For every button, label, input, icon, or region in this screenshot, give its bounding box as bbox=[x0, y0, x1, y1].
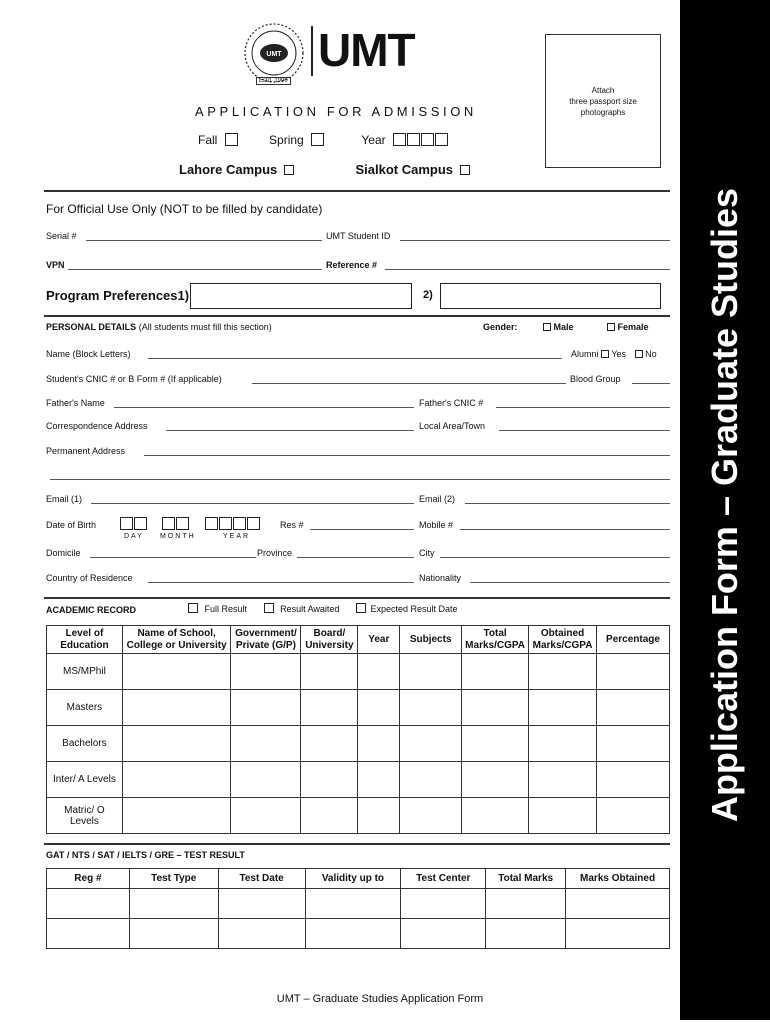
col-obtained-marks: Obtained Marks/CGPA bbox=[529, 626, 597, 654]
program-preferences-label: Program Preferences1) bbox=[46, 288, 190, 303]
mobile-label: Mobile # bbox=[419, 520, 454, 530]
alumni-row bbox=[571, 349, 657, 359]
personal-details-heading: PERSONAL DETAILS bbox=[46, 322, 137, 332]
col-validity: Validity up to bbox=[305, 869, 401, 889]
dob-year-box-2[interactable] bbox=[219, 517, 232, 530]
cell[interactable] bbox=[529, 654, 597, 690]
cell[interactable] bbox=[597, 726, 670, 762]
table-row bbox=[47, 762, 670, 798]
name-field[interactable] bbox=[148, 358, 562, 359]
table-row bbox=[47, 690, 670, 726]
col-test-date: Test Date bbox=[218, 869, 305, 889]
cell[interactable] bbox=[597, 762, 670, 798]
col-subjects: Subjects bbox=[400, 626, 462, 654]
permanent-address-field[interactable] bbox=[144, 455, 670, 456]
academic-header-row bbox=[47, 626, 670, 654]
cell[interactable] bbox=[305, 919, 401, 949]
table-row bbox=[47, 654, 670, 690]
col-total-marks: Total Marks bbox=[486, 869, 566, 889]
dob-day-box-1[interactable] bbox=[120, 517, 133, 530]
col-institution: Name of School, College or University bbox=[122, 626, 231, 654]
email2-field[interactable] bbox=[465, 503, 670, 504]
university-seal bbox=[243, 22, 305, 84]
permanent-address-field-2[interactable] bbox=[50, 479, 670, 480]
student-id-label: UMT Student ID bbox=[326, 231, 391, 241]
vpn-label: VPN bbox=[46, 260, 65, 270]
expected-result-checkbox[interactable] bbox=[356, 603, 366, 613]
lahore-campus-checkbox[interactable] bbox=[284, 165, 294, 175]
cell[interactable] bbox=[462, 690, 529, 726]
email1-label: Email (1) bbox=[46, 494, 83, 504]
expected-result-label: Expected Result Date bbox=[370, 604, 458, 614]
divider-top bbox=[44, 190, 670, 192]
cell[interactable] bbox=[529, 798, 597, 834]
test-header-row bbox=[47, 869, 670, 889]
alumni-no-checkbox[interactable] bbox=[635, 350, 643, 358]
male-label: Male bbox=[553, 322, 574, 332]
gender-label: Gender: bbox=[483, 322, 518, 332]
vpn-field[interactable] bbox=[68, 269, 322, 270]
father-cnic-label: Father's CNIC # bbox=[419, 398, 484, 408]
mobile-field[interactable] bbox=[460, 529, 670, 530]
result-awaited-checkbox[interactable] bbox=[264, 603, 274, 613]
dob-day-label: DAY bbox=[124, 533, 144, 540]
cnic-field[interactable] bbox=[252, 383, 566, 384]
female-label: Female bbox=[617, 322, 649, 332]
cell[interactable] bbox=[597, 654, 670, 690]
father-cnic-field[interactable] bbox=[496, 407, 670, 408]
program-preference-2-field[interactable] bbox=[440, 283, 661, 309]
form-title: APPLICATION FOR ADMISSION bbox=[195, 104, 477, 119]
nationality-label: Nationality bbox=[419, 573, 462, 583]
divider-academic bbox=[44, 597, 670, 599]
full-result-checkbox[interactable] bbox=[188, 603, 198, 613]
col-test-center: Test Center bbox=[401, 869, 486, 889]
test-result-heading: GAT / NTS / SAT / IELTS / GRE – TEST RESULT bbox=[46, 850, 245, 860]
svg-text:UMT: UMT bbox=[266, 51, 282, 58]
table-row bbox=[47, 919, 670, 949]
cell[interactable] bbox=[358, 654, 400, 690]
cell[interactable] bbox=[218, 889, 305, 919]
cell[interactable] bbox=[462, 798, 529, 834]
academic-record-table bbox=[46, 625, 670, 834]
alumni-no-label: No bbox=[645, 349, 657, 359]
cell[interactable] bbox=[597, 690, 670, 726]
country-label: Country of Residence bbox=[46, 573, 133, 583]
serial-label: Serial # bbox=[46, 231, 77, 241]
female-option bbox=[607, 322, 649, 332]
cell[interactable] bbox=[47, 889, 130, 919]
cell[interactable] bbox=[301, 726, 358, 762]
cell[interactable] bbox=[231, 726, 301, 762]
cell[interactable] bbox=[401, 919, 486, 949]
cell[interactable] bbox=[486, 889, 566, 919]
cnic-label: Student's CNIC # or B Form # (If applicable) bbox=[46, 374, 222, 384]
divider-personal bbox=[44, 315, 670, 317]
name-label: Name (Block Letters) bbox=[46, 349, 131, 359]
personal-details-note: (All students must fill this section) bbox=[138, 322, 272, 332]
email2-label: Email (2) bbox=[419, 494, 456, 504]
city-label: City bbox=[419, 548, 435, 558]
correspondence-address-field[interactable] bbox=[166, 430, 414, 431]
result-awaited-label: Result Awaited bbox=[280, 604, 340, 614]
cell[interactable] bbox=[231, 798, 301, 834]
res-label: Res # bbox=[280, 520, 304, 530]
country-field[interactable] bbox=[148, 582, 414, 583]
sialkot-campus-label: Sialkot Campus bbox=[355, 162, 454, 177]
program-preference-2-label: 2) bbox=[423, 289, 433, 301]
program-preference-1-field[interactable] bbox=[190, 283, 412, 309]
level-matric: Matric/ O Levels bbox=[47, 798, 123, 834]
cell[interactable] bbox=[231, 654, 301, 690]
cell[interactable] bbox=[305, 889, 401, 919]
spring-label: Spring bbox=[269, 133, 304, 147]
col-marks-obtained: Marks Obtained bbox=[566, 869, 670, 889]
dob-day-box-2[interactable] bbox=[134, 517, 147, 530]
lahore-campus-label: Lahore Campus bbox=[179, 162, 278, 177]
cell[interactable] bbox=[462, 654, 529, 690]
serial-field[interactable] bbox=[86, 240, 322, 241]
cell[interactable] bbox=[122, 654, 231, 690]
test-result-table bbox=[46, 868, 670, 949]
province-label: Province bbox=[257, 548, 293, 558]
col-test-type: Test Type bbox=[129, 869, 218, 889]
cell[interactable] bbox=[566, 889, 670, 919]
year-label: Year bbox=[361, 133, 386, 147]
photo-box bbox=[545, 34, 661, 168]
fall-label: Fall bbox=[198, 133, 218, 147]
page-footer: UMT – Graduate Studies Application Form bbox=[276, 993, 484, 1005]
female-checkbox[interactable] bbox=[607, 323, 615, 331]
cell[interactable] bbox=[462, 726, 529, 762]
year-box-4[interactable] bbox=[435, 133, 448, 146]
photo-text-1: Attach bbox=[591, 86, 615, 95]
dob-month-box-2[interactable] bbox=[176, 517, 189, 530]
cell[interactable] bbox=[401, 889, 486, 919]
cell[interactable] bbox=[358, 690, 400, 726]
level-bachelors: Bachelors bbox=[47, 726, 123, 762]
cell[interactable] bbox=[597, 798, 670, 834]
result-options bbox=[188, 603, 458, 614]
domicile-label: Domicile bbox=[46, 548, 81, 558]
dob-month-box-1[interactable] bbox=[162, 517, 175, 530]
year-box-1[interactable] bbox=[393, 133, 406, 146]
alumni-yes-label: Yes bbox=[611, 349, 627, 359]
semester-row bbox=[198, 133, 449, 147]
cell[interactable] bbox=[486, 919, 566, 949]
divider-test bbox=[44, 843, 670, 845]
permanent-address-label: Permanent Address bbox=[46, 446, 126, 456]
table-row bbox=[47, 889, 670, 919]
father-name-label: Father's Name bbox=[46, 398, 105, 408]
cell[interactable] bbox=[301, 654, 358, 690]
full-result-label: Full Result bbox=[204, 604, 248, 614]
cell[interactable] bbox=[122, 798, 231, 834]
estd-label: Estd. 1990 bbox=[256, 77, 291, 85]
col-gov-private: Government/ Private (G/P) bbox=[231, 626, 301, 654]
local-area-field[interactable] bbox=[499, 430, 670, 431]
cell[interactable] bbox=[462, 762, 529, 798]
col-reg: Reg # bbox=[47, 869, 130, 889]
reference-label: Reference # bbox=[326, 260, 378, 270]
local-area-label: Local Area/Town bbox=[419, 421, 486, 431]
cell[interactable] bbox=[129, 919, 218, 949]
cell[interactable] bbox=[301, 690, 358, 726]
cell[interactable] bbox=[231, 690, 301, 726]
nationality-field[interactable] bbox=[470, 582, 670, 583]
fall-checkbox[interactable] bbox=[225, 133, 238, 146]
cell[interactable] bbox=[529, 690, 597, 726]
dob-year-box-1[interactable] bbox=[205, 517, 218, 530]
dob-boxes bbox=[120, 515, 261, 533]
cell[interactable] bbox=[566, 919, 670, 949]
male-checkbox[interactable] bbox=[543, 323, 551, 331]
cell[interactable] bbox=[129, 889, 218, 919]
logo-divider bbox=[311, 26, 313, 76]
cell[interactable] bbox=[358, 762, 400, 798]
spring-checkbox[interactable] bbox=[311, 133, 324, 146]
cell[interactable] bbox=[400, 690, 462, 726]
cell[interactable] bbox=[122, 690, 231, 726]
province-field[interactable] bbox=[297, 557, 414, 558]
cell[interactable] bbox=[231, 762, 301, 798]
alumni-yes-checkbox[interactable] bbox=[601, 350, 609, 358]
cell[interactable] bbox=[301, 798, 358, 834]
cell[interactable] bbox=[400, 798, 462, 834]
cell[interactable] bbox=[218, 919, 305, 949]
cell[interactable] bbox=[358, 798, 400, 834]
blood-group-field[interactable] bbox=[632, 383, 670, 384]
cell[interactable] bbox=[358, 726, 400, 762]
year-box-3[interactable] bbox=[421, 133, 434, 146]
cell[interactable] bbox=[529, 762, 597, 798]
dob-year-box-4[interactable] bbox=[247, 517, 260, 530]
col-total-marks: Total Marks/CGPA bbox=[462, 626, 529, 654]
alumni-label: Alumni bbox=[571, 349, 599, 359]
photo-text-2: three passport size bbox=[569, 97, 637, 106]
campus-row bbox=[179, 162, 470, 177]
cell[interactable] bbox=[301, 762, 358, 798]
cell[interactable] bbox=[47, 919, 130, 949]
cell[interactable] bbox=[400, 654, 462, 690]
side-banner bbox=[680, 0, 770, 1020]
level-masters: Masters bbox=[47, 690, 123, 726]
correspondence-address-label: Correspondence Address bbox=[46, 421, 148, 431]
table-row bbox=[47, 798, 670, 834]
table-row bbox=[47, 726, 670, 762]
dob-label: Date of Birth bbox=[46, 520, 97, 530]
personal-heading-row bbox=[46, 322, 272, 332]
level-inter: Inter/ A Levels bbox=[47, 762, 123, 798]
father-name-field[interactable] bbox=[114, 407, 414, 408]
male-option bbox=[543, 322, 574, 332]
col-level: Level of Education bbox=[47, 626, 123, 654]
cell[interactable] bbox=[400, 762, 462, 798]
cell[interactable] bbox=[400, 726, 462, 762]
res-field[interactable] bbox=[310, 529, 414, 530]
photo-text-3: photographs bbox=[580, 108, 626, 117]
cell[interactable] bbox=[122, 762, 231, 798]
city-field[interactable] bbox=[440, 557, 670, 558]
dob-year-label: YEAR bbox=[223, 533, 251, 540]
col-percentage: Percentage bbox=[597, 626, 670, 654]
cell[interactable] bbox=[529, 726, 597, 762]
year-box-2[interactable] bbox=[407, 133, 420, 146]
official-use-heading: For Official Use Only (NOT to be filled by candidate) bbox=[46, 202, 323, 216]
domicile-field[interactable] bbox=[90, 557, 256, 558]
academic-record-heading: ACADEMIC RECORD bbox=[46, 605, 136, 615]
col-year: Year bbox=[358, 626, 400, 654]
email1-field[interactable] bbox=[91, 503, 414, 504]
sialkot-campus-checkbox[interactable] bbox=[460, 165, 470, 175]
umt-logo-text: UMT bbox=[318, 24, 415, 76]
dob-year-box-3[interactable] bbox=[233, 517, 246, 530]
cell[interactable] bbox=[122, 726, 231, 762]
reference-field[interactable] bbox=[385, 269, 670, 270]
student-id-field[interactable] bbox=[400, 240, 670, 241]
side-banner-text: Application Form – Graduate Studies bbox=[704, 187, 745, 823]
level-ms-mphil: MS/MPhil bbox=[47, 654, 123, 690]
blood-group-label: Blood Group bbox=[570, 374, 621, 384]
col-board: Board/ University bbox=[301, 626, 358, 654]
dob-month-label: MONTH bbox=[160, 533, 196, 540]
